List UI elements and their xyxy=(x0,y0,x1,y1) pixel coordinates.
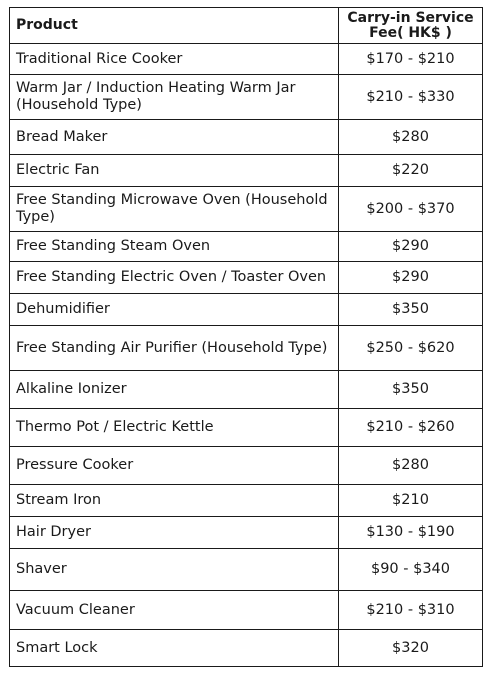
fee-cell: $210 - $330 xyxy=(339,75,483,120)
fee-cell: $210 - $310 xyxy=(339,591,483,630)
product-cell: Warm Jar / Induction Heating Warm Jar (Household Type) xyxy=(10,75,339,120)
fee-cell: $290 xyxy=(339,262,483,294)
product-cell: Alkaline Ionizer xyxy=(10,371,339,409)
product-cell: Shaver xyxy=(10,549,339,591)
product-cell: Stream Iron xyxy=(10,485,339,517)
fee-cell: $320 xyxy=(339,630,483,667)
product-cell: Traditional Rice Cooker xyxy=(10,44,339,75)
product-cell: Electric Fan xyxy=(10,155,339,187)
product-cell: Free Standing Air Purifier (Household Type) xyxy=(10,326,339,371)
service-fee-table xyxy=(9,7,483,667)
table-body xyxy=(10,44,483,667)
fee-cell: $90 - $340 xyxy=(339,549,483,591)
table-row xyxy=(10,187,483,232)
table-row xyxy=(10,549,483,591)
table-row xyxy=(10,232,483,262)
fee-column-header: Carry-in Service Fee( HK$ ) xyxy=(339,8,483,44)
fee-cell: $290 xyxy=(339,232,483,262)
table-row xyxy=(10,409,483,447)
product-column-header: Product xyxy=(10,8,339,44)
fee-cell: $130 - $190 xyxy=(339,517,483,549)
product-cell: Free Standing Microwave Oven (Household Type) xyxy=(10,187,339,232)
product-cell: Smart Lock xyxy=(10,630,339,667)
fee-cell: $170 - $210 xyxy=(339,44,483,75)
product-cell: Dehumidifier xyxy=(10,294,339,326)
table-row xyxy=(10,120,483,155)
fee-cell: $350 xyxy=(339,294,483,326)
product-cell: Thermo Pot / Electric Kettle xyxy=(10,409,339,447)
table-row xyxy=(10,591,483,630)
product-cell: Pressure Cooker xyxy=(10,447,339,485)
table-row xyxy=(10,326,483,371)
fee-cell: $280 xyxy=(339,447,483,485)
table-row xyxy=(10,517,483,549)
table-row xyxy=(10,155,483,187)
fee-cell: $210 xyxy=(339,485,483,517)
product-cell: Free Standing Electric Oven / Toaster Oven xyxy=(10,262,339,294)
table-header-row xyxy=(10,8,483,44)
fee-cell: $200 - $370 xyxy=(339,187,483,232)
fee-cell: $210 - $260 xyxy=(339,409,483,447)
fee-cell: $250 - $620 xyxy=(339,326,483,371)
table-row xyxy=(10,294,483,326)
product-cell: Vacuum Cleaner xyxy=(10,591,339,630)
table-row xyxy=(10,371,483,409)
table-row xyxy=(10,75,483,120)
table-row xyxy=(10,262,483,294)
table-row xyxy=(10,630,483,667)
table-row xyxy=(10,485,483,517)
product-cell: Free Standing Steam Oven xyxy=(10,232,339,262)
fee-cell: $280 xyxy=(339,120,483,155)
fee-cell: $220 xyxy=(339,155,483,187)
product-cell: Hair Dryer xyxy=(10,517,339,549)
product-cell: Bread Maker xyxy=(10,120,339,155)
fee-cell: $350 xyxy=(339,371,483,409)
table-row xyxy=(10,447,483,485)
table-row xyxy=(10,44,483,75)
